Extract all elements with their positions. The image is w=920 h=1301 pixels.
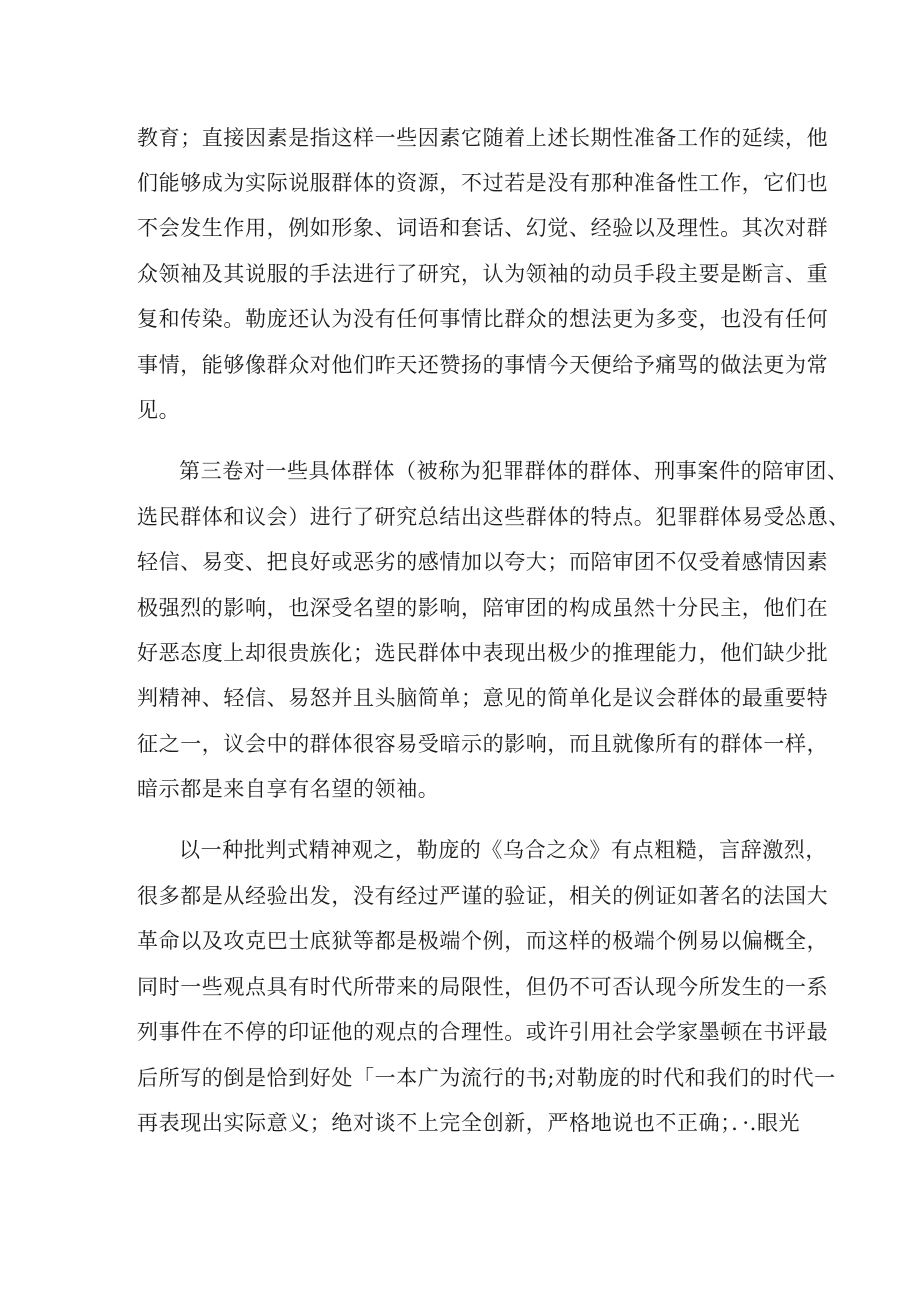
paragraph-2-line-5: 好恶态度上却很贵族化；选民群体中表现出极少的推理能力，他们缺少批 [137,641,829,665]
paragraph-3-line-2: 很多都是从经验出发，没有经过严谨的验证，相关的例证如著名的法国大 [137,884,829,908]
paragraph-3-line-5: 列事件在不停的印证他的观点的合理性。或许引用社会学家墨顿在书评最 [137,1020,829,1044]
paragraph-2-line-2: 选民群体和议会）进行了研究总结出这些群体的特点。犯罪群体易受怂恿、 [137,505,850,529]
paragraph-1-line-5: 复和传染。勒庞还认为没有任何事情比群众的想法更为多变，也没有任何 [137,307,829,331]
paragraph-2-line-4: 极强烈的影响，也深受名望的影响，陪审团的构成虽然十分民主，他们在 [137,596,829,620]
paragraph-1-line-6: 事情，能够像群众对他们昨天还赞扬的事情今天便给予痛骂的做法更为常 [137,353,829,377]
paragraph-1-line-4: 众领袖及其说服的手法进行了研究，认为领袖的动员手段主要是断言、重 [137,262,829,286]
paragraph-1-line-3: 不会发生作用，例如形象、词语和套话、幻觉、经验以及理性。其次对群 [137,216,829,240]
paragraph-1-line-1: 教育；直接因素是指这样一些因素它随着上述长期性准备工作的延续，他 [137,126,829,150]
paragraph-3-line-7: 再表现出实际意义；绝对谈不上完全创新，严格地说也不正确；．·.眼光 [137,1111,801,1135]
paragraph-1-line-2: 们能够成为实际说服群体的资源，不过若是没有那种准备性工作，它们也 [137,171,829,195]
paragraph-3-line-6: 后所写的倒是恰到好处「一本广为流行的书;对勒庞的时代和我们的时代一 [137,1066,836,1090]
paragraph-2-line-8: 暗示都是来自享有名望的领袖。 [137,777,440,801]
paragraph-2-line-6: 判精神、轻信、易怒并且头脑简单；意见的简单化是议会群体的最重要特 [137,686,829,710]
paragraph-2-line-3: 轻信、易变、把良好或恶劣的感情加以夸大；而陪审团不仅受着感情因素 [137,550,829,574]
paragraph-2-line-7: 征之一，议会中的群体很容易受暗示的影响，而且就像所有的群体一样， [137,732,829,756]
paragraph-1-line-7: 见。 [137,398,181,422]
paragraph-3-line-1: 以一种批判式精神观之，勒庞的《乌合之众》有点粗糙，言辞激烈， [179,838,827,862]
paragraph-3-line-4: 同时一些观点具有时代所带来的局限性，但仍不可否认现今所发生的一系 [137,975,829,999]
paragraph-3-line-3: 革命以及攻克巴士底狱等都是极端个例，而这样的极端个例易以偏概全， [137,929,829,953]
paragraph-2-line-1: 第三卷对一些具体群体（被称为犯罪群体的群体、刑事案件的陪审团、 [179,459,849,483]
